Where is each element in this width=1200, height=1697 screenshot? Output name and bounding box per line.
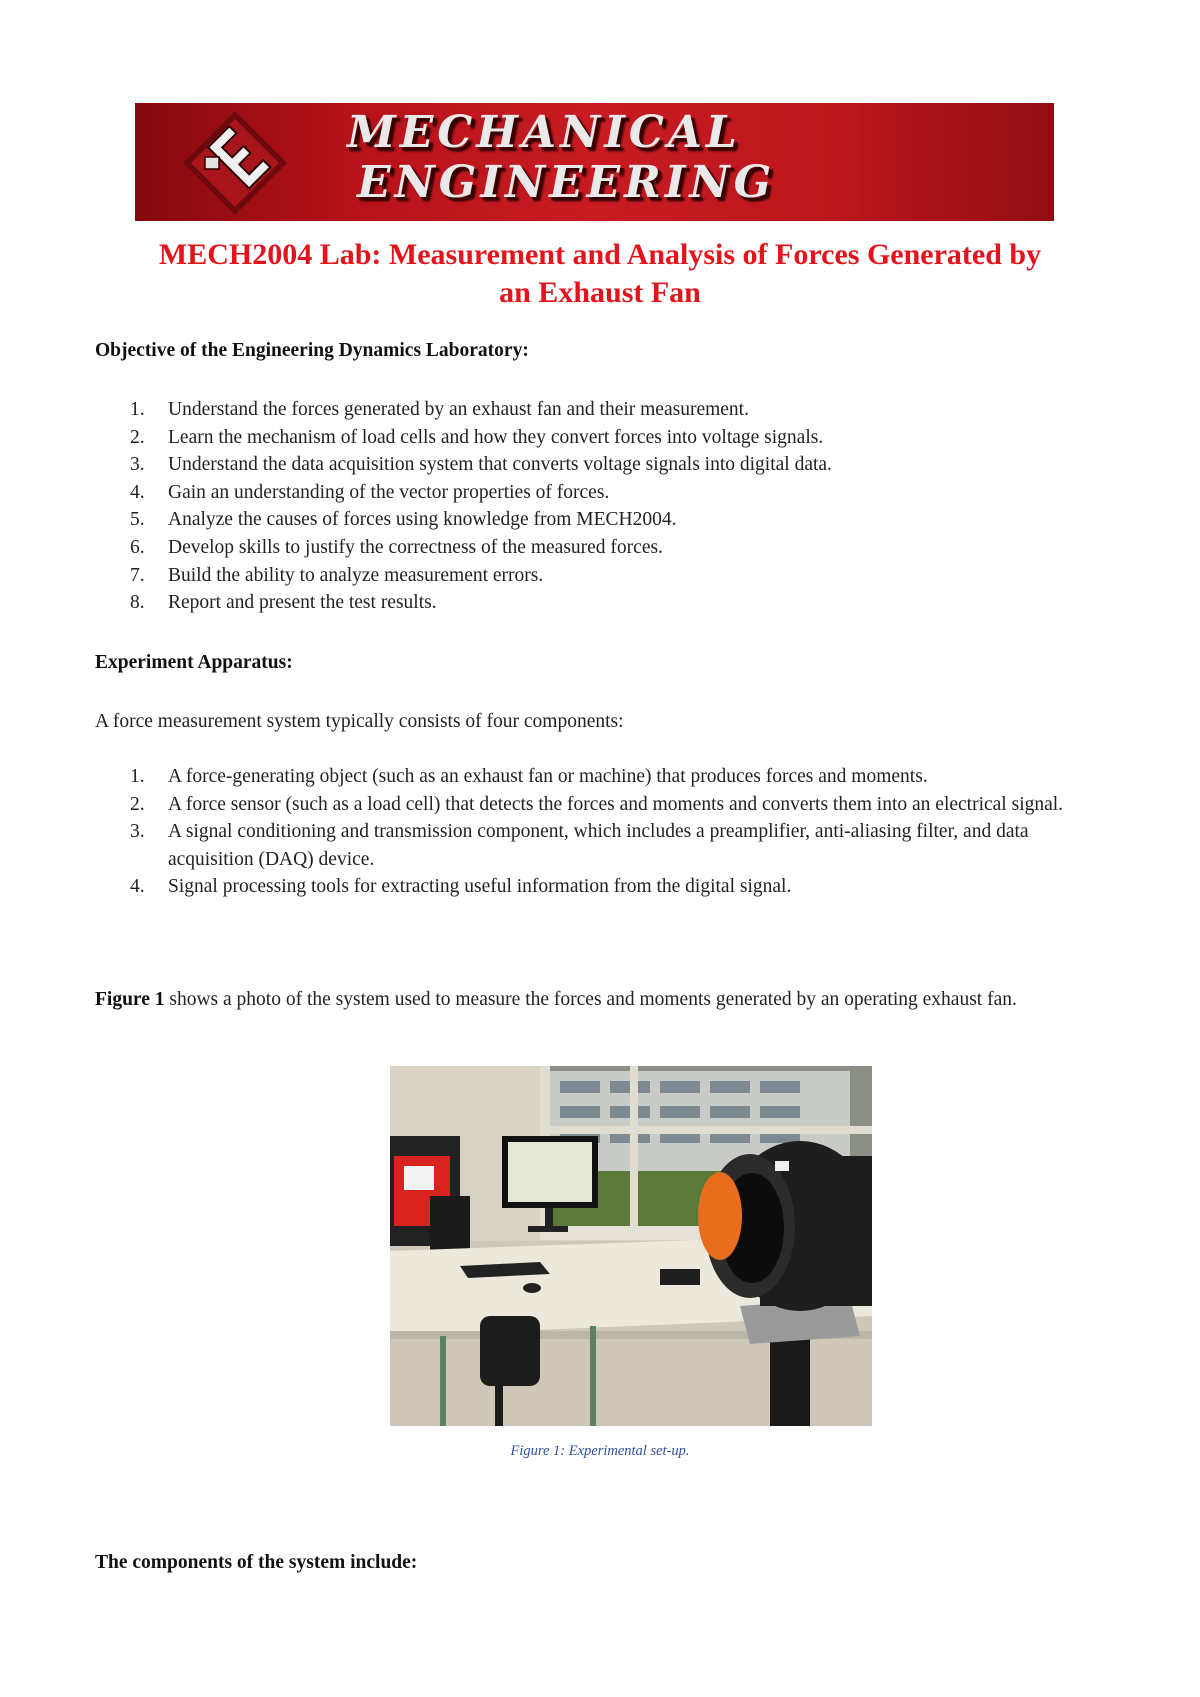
objectives-heading: Objective of the Engineering Dynamics Laboratory:	[95, 340, 529, 361]
lab-photo-illustration	[390, 1066, 872, 1426]
list-item: 7. Build the ability to analyze measurement errors.	[130, 564, 544, 586]
list-item: 8. Report and present the test results.	[130, 592, 437, 614]
apparatus-list	[95, 763, 1095, 901]
mechanical-engineering-banner	[135, 103, 1054, 221]
apparatus-intro: A force measurement system typically consists of four components:	[95, 711, 624, 732]
list-item: 4. Gain an understanding of the vector properties of forces.	[130, 481, 610, 503]
components-heading: The components of the system include:	[95, 1552, 418, 1573]
title-line-2: an Exhaust Fan	[499, 276, 701, 309]
list-item: 4. Signal processing tools for extracting useful information from the digital signal.	[130, 876, 792, 898]
list-item: 1. A force-generating object (such as an exhaust fan or machine) that produces forces and moments.	[130, 766, 928, 787]
list-item: 3. Understand the data acquisition system that converts voltage signals into digital data.	[130, 454, 832, 476]
list-item: 1. Understand the forces generated by an exhaust fan and their measurement.	[130, 399, 749, 420]
list-item: 3. A signal conditioning and transmission component, which includes a preamplifier, anti-aliasing filter, and data acquisition (DAQ) device.	[130, 821, 1029, 870]
list-item: 2. Learn the mechanism of load cells and how they convert forces into voltage signals.	[130, 426, 824, 448]
figure-caption: Figure 1: Experimental set-up.	[510, 1443, 690, 1459]
title-line-1: MECH2004 Lab: Measurement and Analysis of Forces Generated by	[158, 238, 1042, 271]
banner-line-2: ENGINEERING	[357, 157, 776, 208]
banner-line-1: MECHANICAL	[347, 107, 741, 158]
figure-reference-label: Figure 1	[95, 989, 165, 1010]
experimental-setup-photo	[390, 1066, 872, 1426]
banner-wordmark	[347, 107, 1037, 208]
objectives-list	[95, 396, 1105, 617]
list-item: 2. A force sensor (such as a load cell) that detects the forces and moments and converts them into an electrical signal.	[130, 793, 1064, 815]
figure-reference-text: shows a photo of the system used to measure the forces and moments generated by an operating exhaust fan.	[164, 989, 1017, 1010]
document-title	[90, 236, 1110, 312]
list-item: 6. Develop skills to justify the correctness of the measured forces.	[130, 536, 663, 558]
figure-reference-paragraph	[95, 986, 1093, 1013]
apparatus-heading: Experiment Apparatus:	[95, 652, 293, 673]
list-item: 5. Analyze the causes of forces using knowledge from MECH2004.	[130, 509, 677, 531]
